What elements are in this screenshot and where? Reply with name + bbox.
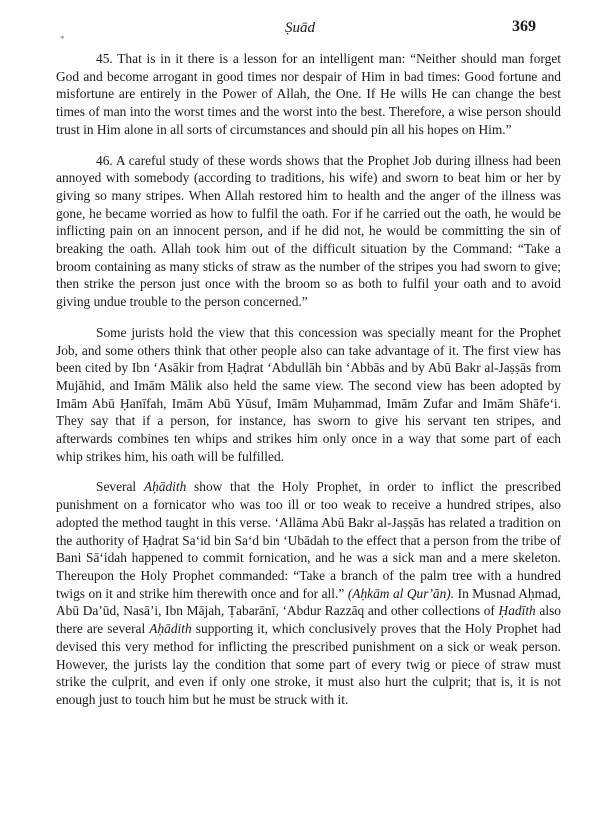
body-text <box>56 50 561 709</box>
text-span: show that the Holy Prophet, in order to inflict the prescribed punishment on a fornicator who was too ill or too weak to receive a hundred stripes, also adopted the method taught in this verse. ʻAllāma Abū Bakr al-Jaṣṣās has related a tradition on the authority of Ḥaḍrat Saʻid bin Saʻd bin ʻUbādah to the effect that a person from the tribe of Bani Sāʻidah happened to commit fornication, and he was a sick man and a mere skeleton. Thereupon the Holy Prophet commanded: “Take a branch of the palm tree with a hundred twigs on it and strike him therewith once and for all.” <box>56 479 561 601</box>
text-span: supporting it, which conclusively proves that the Holy Prophet had devised this very method for inflicting the prescribed punishment on a sick or weak person. However, the jurists lay the condition that some part of every twig or piece of straw must strike the culprit, and even if only one stroke, it must also hurt the culprit; that is, it is not enough just to touch him but he must be struck with it. <box>56 621 561 707</box>
text-span: In Musnad Aḥmad, Abū Daʼūd, Nasāʼi, Ibn Mājah, Ṭabarānī, ʻAbdur Razzāq and other collections of <box>56 585 561 619</box>
paragraph-jurists-view: Some jurists hold the view that this concession was specially meant for the Prophet Job, and some others think that other people also can take advantage of it. The first view has been cited by Ibn ʻAsākir from Ḥaḍrat ʻAbdullāh bin ʻAbbās and by Abū Bakr al-Jaṣṣās from Mujāhid, and Imām Mālik also held the same view. The second view has been adopted by Imām Abū Ḥanīfah, Imām Abū Yūsuf, Imām Muḥammad, Imām Zufar and Imām Shāfeʻi. They say that if a person, for instance, has sworn to give his servant ten stripes, and afterwards combines ten whips and strikes him only once in a way that some part of each whip strikes him, his oath will be fulfilled. <box>56 324 561 464</box>
running-title: Ṣuād <box>285 20 315 36</box>
italic-term: Aḥādith <box>149 621 192 637</box>
corner-mark: * <box>60 34 65 44</box>
text-span: Several <box>96 479 137 495</box>
italic-term: Aḥādith <box>143 479 187 495</box>
italic-term: Ḥadīth <box>498 603 536 619</box>
text-span: also there are several <box>56 603 561 637</box>
running-head <box>0 18 600 42</box>
page-number: 369 <box>512 18 536 35</box>
paragraph-note-46: 46. A careful study of these words shows that the Prophet Job during illness had been annoyed with somebody (according to traditions, his wife) and sworn to beat him or her by giving so many stripes. When Allah restored him to health and the anger of the illness was gone, he became worried as how to fulfil the oath. For if he carried out the oath, he would be inflicting pain on an innocent person, and if he did not, he would be committing the sin of breaking the oath. Allah took him out of the difficult situation by the Command: “Take a broom containing as many sticks of straw as the number of the stripes you had sworn to give; then strike the person just once with the broom so as both to fulfil your oath and to avoid giving undue trouble to the person concerned.” <box>56 152 561 310</box>
paragraph-ahadith <box>56 478 561 708</box>
paragraph-note-45: 45. That is in it there is a lesson for an intelligent man: “Neither should man forget God and become arrogant in good times nor despair of Him in bad times: Good fortune and misfortune are entirely in the Power of Allah, the One. If He wills He can change the best times of man into the worst times and the worst into the best. Therefore, a wise person should trust in Him alone in all sorts of circumstances and should pin all his hopes on Him.” <box>56 51 561 137</box>
citation-source: (Aḥkām al Qurʼān). <box>347 585 455 601</box>
